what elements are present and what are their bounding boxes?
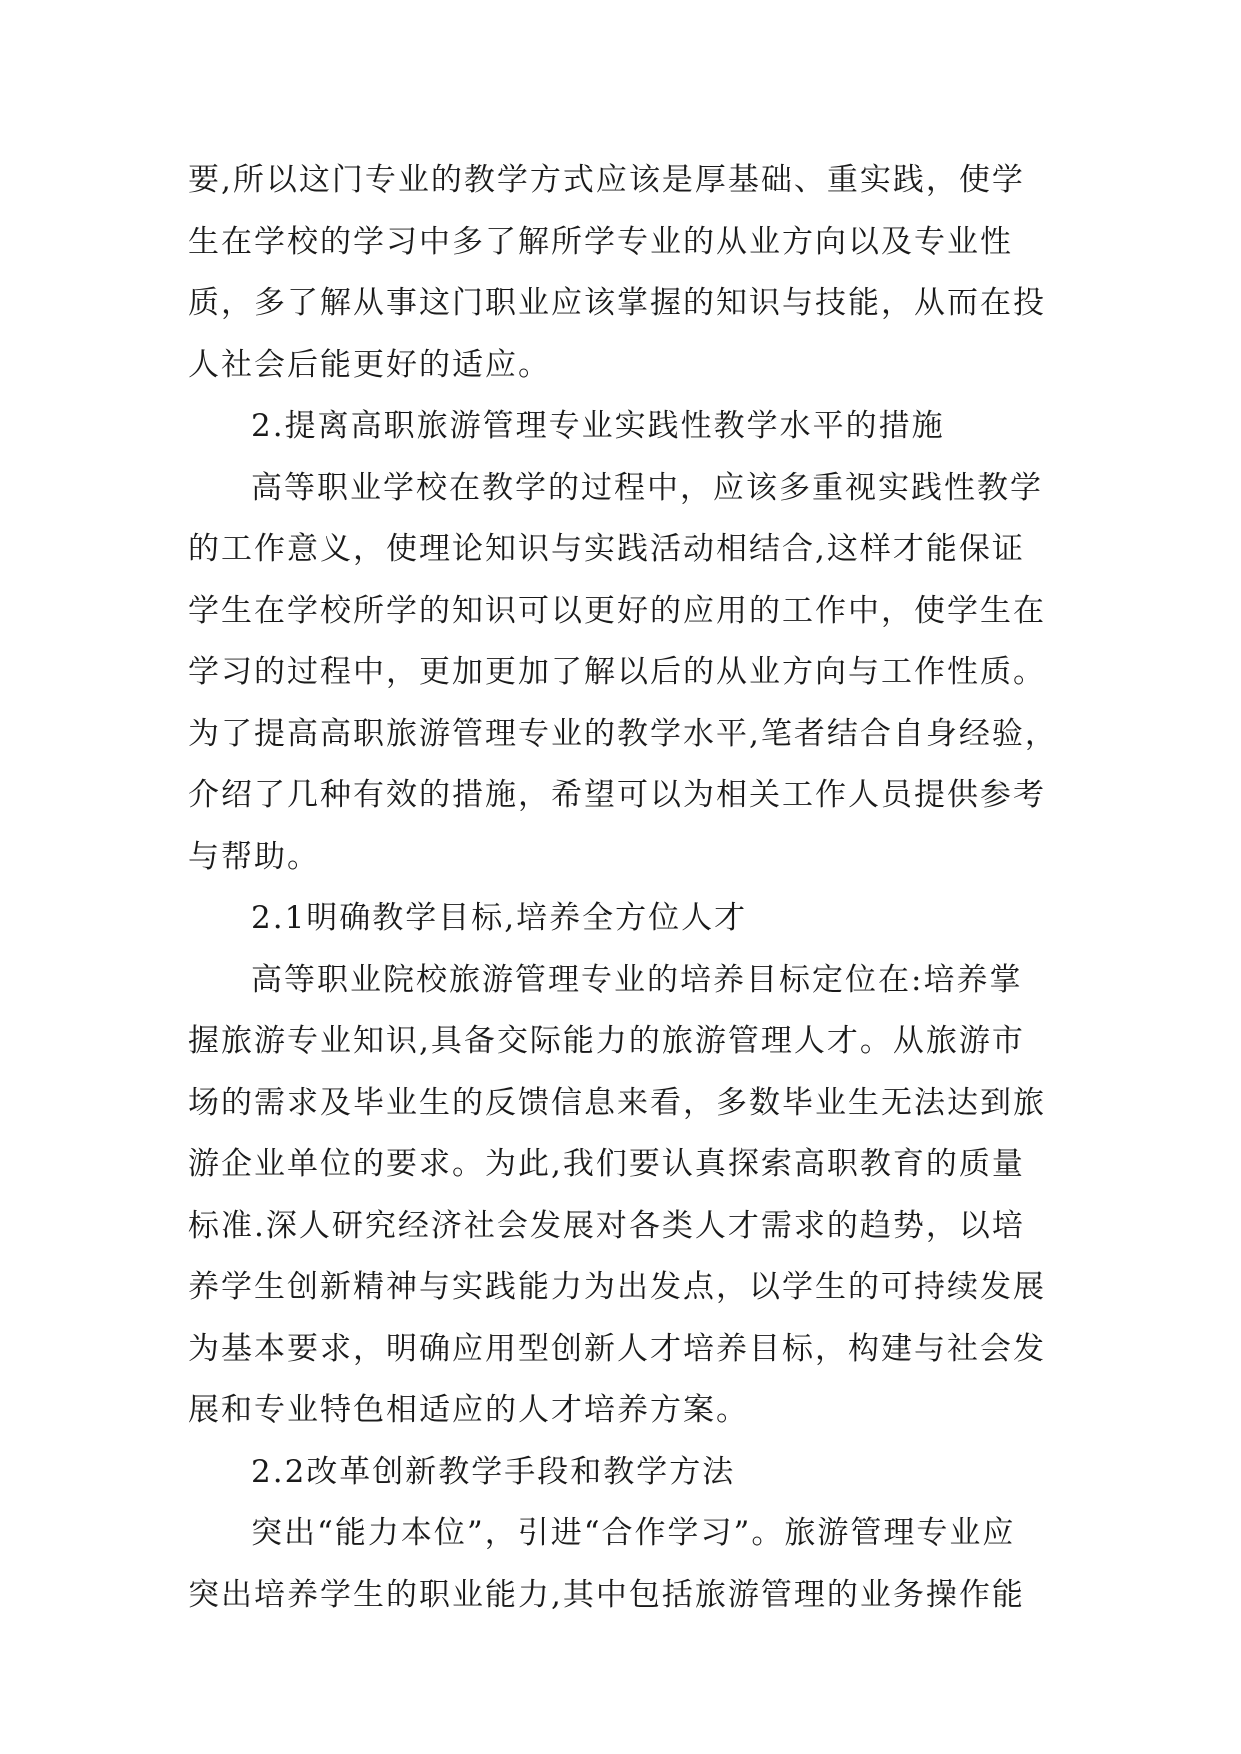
text-line: 人社会后能更好的适应。: [188, 346, 551, 383]
text-line: 养学生创新精神与实践能力为出发点，以学生的可持续发展: [188, 1269, 1046, 1305]
text-line: 为了提高高职旅游管理专业的教学水平,笔者结合自身经验，: [188, 715, 1058, 752]
text-line: 学习的过程中，更加更加了解以后的从业方向与工作性质。: [188, 654, 1046, 690]
section-heading-2-1: [188, 888, 1068, 950]
text-line: 标准.深人研究经济社会发展对各类人才需求的趋势，以培: [188, 1207, 1025, 1244]
text-line: 质，多了解从事这门职业应该掌握的知识与技能，从而在投: [188, 285, 1046, 321]
text-line: 与帮助。: [188, 838, 320, 875]
text-line: 的工作意义，使理论知识与实践活动相结合,这样才能保证: [188, 531, 1025, 567]
paragraph: [188, 458, 1068, 889]
heading-line: 2.2改革创新教学手段和教学方法: [251, 1453, 736, 1490]
text-line: 介绍了几种有效的措施，希望可以为相关工作人员提供参考: [188, 777, 1046, 813]
text-line: 生在学校的学习中多了解所学专业的从业方向以及专业性: [188, 223, 1013, 260]
section-heading-2-2: [188, 1442, 1068, 1504]
text-line: 学生在学校所学的知识可以更好的应用的工作中，使学生在: [188, 592, 1046, 629]
text-line: 为基本要求，明确应用型创新人才培养目标，构建与社会发: [188, 1330, 1046, 1367]
text-line: 突出“能力本位”，引进“合作学习”。旅游管理专业应: [251, 1515, 1016, 1551]
document-body: [188, 150, 1068, 1626]
text-line: 高等职业院校旅游管理专业的培养目标定位在:培养掌: [251, 961, 1023, 998]
heading-line: 2.提离高职旅游管理专业实践性教学水平的措施: [251, 408, 945, 444]
paragraph: [188, 1503, 1068, 1626]
paragraph: [188, 950, 1068, 1442]
text-line: 场的需求及毕业生的反馈信息来看，多数毕业生无法达到旅: [188, 1084, 1046, 1121]
paragraph-continuation: [188, 150, 1068, 396]
text-line: 握旅游专业知识,具备交际能力的旅游管理人才。从旅游市: [188, 1023, 1025, 1059]
section-heading-2: [188, 396, 1068, 458]
text-line: 突出培养学生的职业能力,其中包括旅游管理的业务操作能: [188, 1576, 1025, 1613]
text-line: 高等职业学校在教学的过程中，应该多重视实践性教学: [251, 469, 1043, 506]
text-line: 游企业单位的要求。为此,我们要认真探索高职教育的质量: [188, 1146, 1025, 1182]
heading-line: 2.1明确教学目标,培养全方位人才: [251, 900, 748, 936]
text-line: 要,所以这门专业的教学方式应该是厚基础、重实践，使学: [188, 162, 1025, 198]
text-line: 展和专业特色相适应的人才培养方案。: [188, 1392, 749, 1428]
